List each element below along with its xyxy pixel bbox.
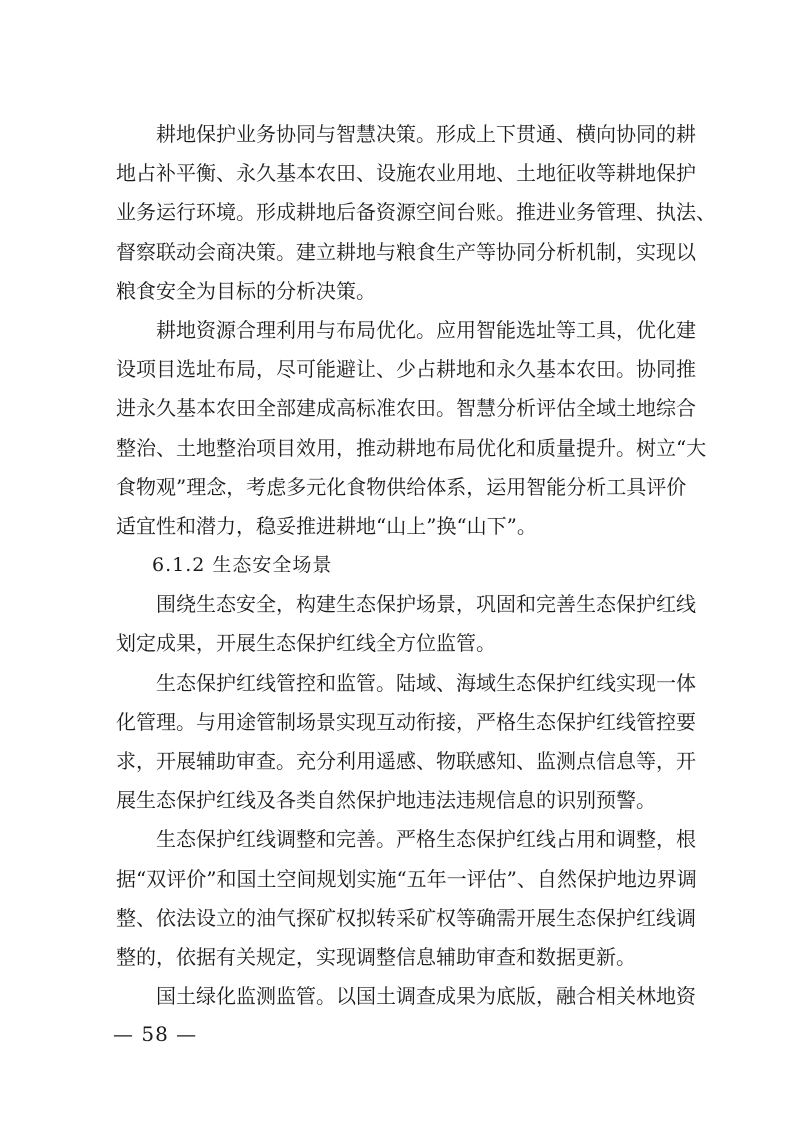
text-line: 围绕生态安全，构建生态保护场景，巩固和完善生态保护红线 [156,592,696,617]
text-line: 适宜性和潜力，稳妥推进耕地“山上”换“山下”。 [116,513,537,538]
section-paragraphs-2 [116,585,697,1016]
text-line: 整治、土地整治项目效用，推动耕地布局优化和质量提升。树立“大 [116,435,707,460]
text-line: 业务运行环境。形成耕地后备资源空间台账。推进业务管理、执法、 [116,200,716,225]
text-line: 督察联动会商决策。建立耕地与粮食生产等协同分析机制，实现以 [116,239,696,264]
text-line: 生态保护红线管控和监管。陆域、海域生态保护红线实现一体 [156,670,696,695]
paragraph [116,585,696,663]
document-body [116,115,716,1016]
text-line: 进永久基本农田全部建成高标准农田。智慧分析评估全域土地综合 [116,396,696,421]
text-line: 国土绿化监测监管。以国土调查成果为底版，融合相关林地资 [156,984,696,1009]
paragraph [116,664,696,821]
text-line: 求，开展辅助审查。充分利用遥感、物联感知、监测点信息等，开 [116,749,696,773]
text-line: 耕地资源合理利用与布局优化。应用智能选址等工具，优化建 [156,317,696,342]
text-line: 展生态保护红线及各类自然保护地违法违规信息的识别预警。 [116,788,656,813]
paragraph [116,820,697,977]
paragraph [116,115,716,311]
text-line: 地占补平衡、永久基本农田、设施农业用地、土地征收等耕地保护 [116,161,696,186]
section-heading: 6.1.2 生态安全场景 [152,554,333,577]
text-line: 食物观”理念，考虑多元化食物供给体系，运用智能分析工具评价 [116,474,687,499]
text-line: 设项目选址布局，尽可能避让、少占耕地和永久基本农田。协同推 [116,357,696,382]
paragraph [116,977,696,1016]
text-line: 据“双评价”和国土空间规划实施“五年一评估”、自然保护地边界调 [116,866,697,891]
text-line: 划定成果，开展生态保护红线全方位监管。 [116,631,496,656]
page-number: — 58 — [113,1022,198,1046]
text-line: 整的，依据有关规定，实现调整信息辅助审查和数据更新。 [116,944,636,969]
text-line: 耕地保护业务协同与智慧决策。形成上下贯通、横向协同的耕 [156,122,696,146]
text-line: 化管理。与用途管制场景实现互动衔接，严格生态保护红线管控要 [116,709,696,734]
text-line: 整、依法设立的油气探矿权拟转采矿权等确需开展生态保护红线调 [116,905,696,930]
paragraph [116,311,707,546]
text-line: 粮食安全为目标的分析决策。 [116,278,376,303]
section-paragraphs [116,115,716,546]
text-line: 生态保护红线调整和完善。严格生态保护红线占用和调整，根 [156,827,696,852]
